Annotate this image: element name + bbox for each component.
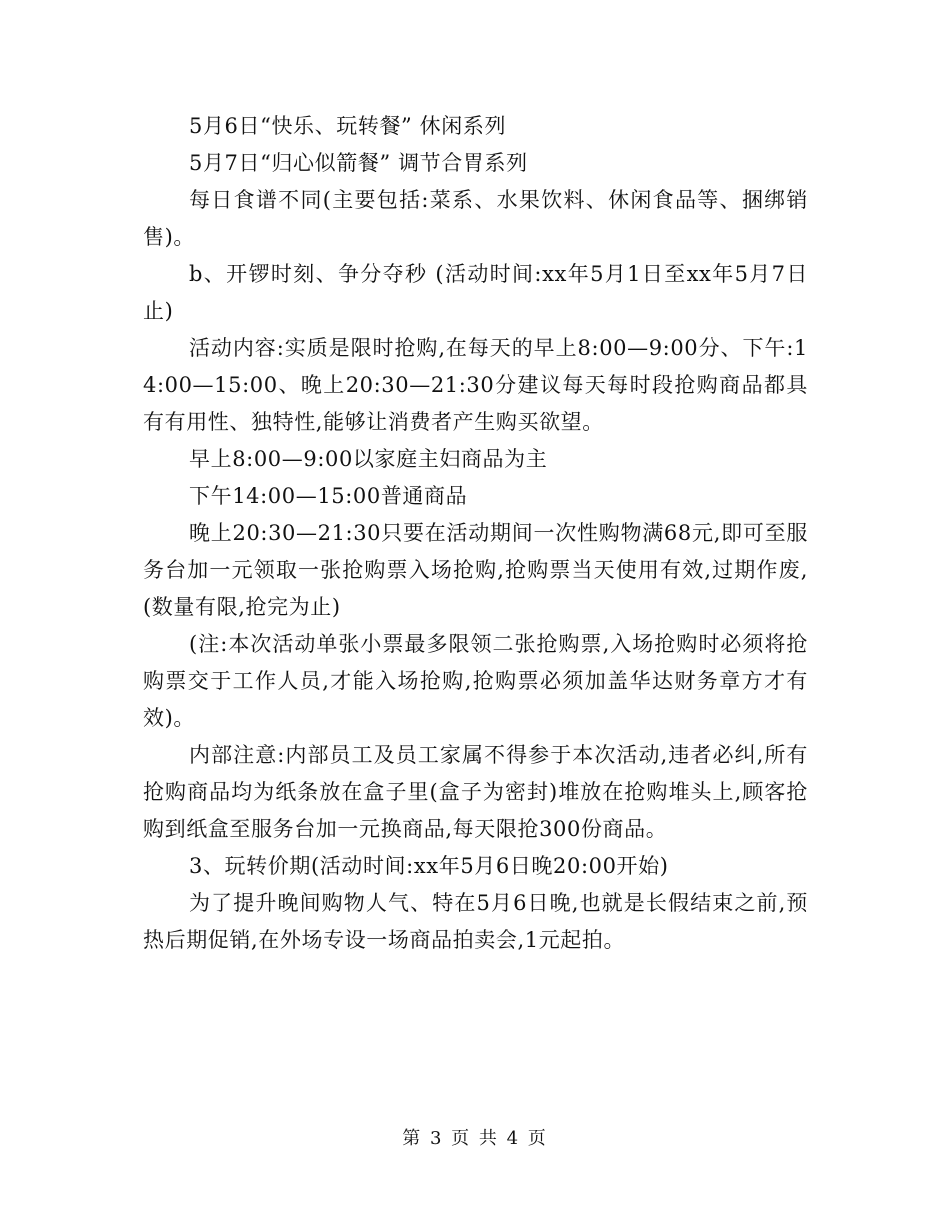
paragraph-morning-slot: 早上8:00—9:00以家庭主妇商品为主: [189, 447, 548, 471]
paragraph-daily-menu: 每日食谱不同(主要包括:菜系、水果饮料、休闲食品等、捆绑销售)。: [143, 188, 808, 249]
paragraph-section-3-heading: 3、玩转价期(活动时间:xx年5月6日晚20:00开始): [189, 854, 669, 878]
document-body: [143, 108, 808, 959]
paragraph-activity-content: 活动内容:实质是限时抢购,在每天的早上8:00—9:00分、下午:14:00—15:00、晚上20:30—21:30分建议每天每时段抢购商品都具有有用性、独特性,能够让消费者产生购买欲望。: [143, 336, 808, 434]
paragraph-menu-may7: 5月7日“归心似箭餐” 调节合胃系列: [189, 151, 528, 175]
paragraph-section-b-heading: b、开锣时刻、争分夺秒 (活动时间:xx年5月1日至xx年5月7日止): [143, 262, 808, 323]
paragraph-internal-notice: 内部注意:内部员工及员工家属不得参于本次活动,违者必纠,所有抢购商品均为纸条放在盒子里(盒子为密封)堆放在抢购堆头上,顾客抢购到纸盒至服务台加一元换商品,每天限抢300份商品。: [143, 743, 808, 841]
paragraph-menu-may6: 5月6日“快乐、玩转餐” 休闲系列: [189, 114, 507, 138]
paragraph-auction: 为了提升晚间购物人气、特在5月6日晚,也就是长假结束之前,预热后期促销,在外场专设一场商品拍卖会,1元起拍。: [143, 891, 808, 952]
paragraph-note: (注:本次活动单张小票最多限领二张抢购票,入场抢购时必须将抢购票交于工作人员,才能入场抢购,抢购票必须加盖华达财务章方才有效)。: [143, 632, 808, 730]
paragraph-evening-slot: 晚上20:30—21:30只要在活动期间一次性购物满68元,即可至服务台加一元领取一张抢购票入场抢购,抢购票当天使用有效,过期作废,(数量有限,抢完为止): [143, 521, 808, 619]
paragraph-afternoon-slot: 下午14:00—15:00普通商品: [189, 484, 468, 508]
page-number-footer: 第 3 页 共 4 页: [402, 1128, 548, 1149]
